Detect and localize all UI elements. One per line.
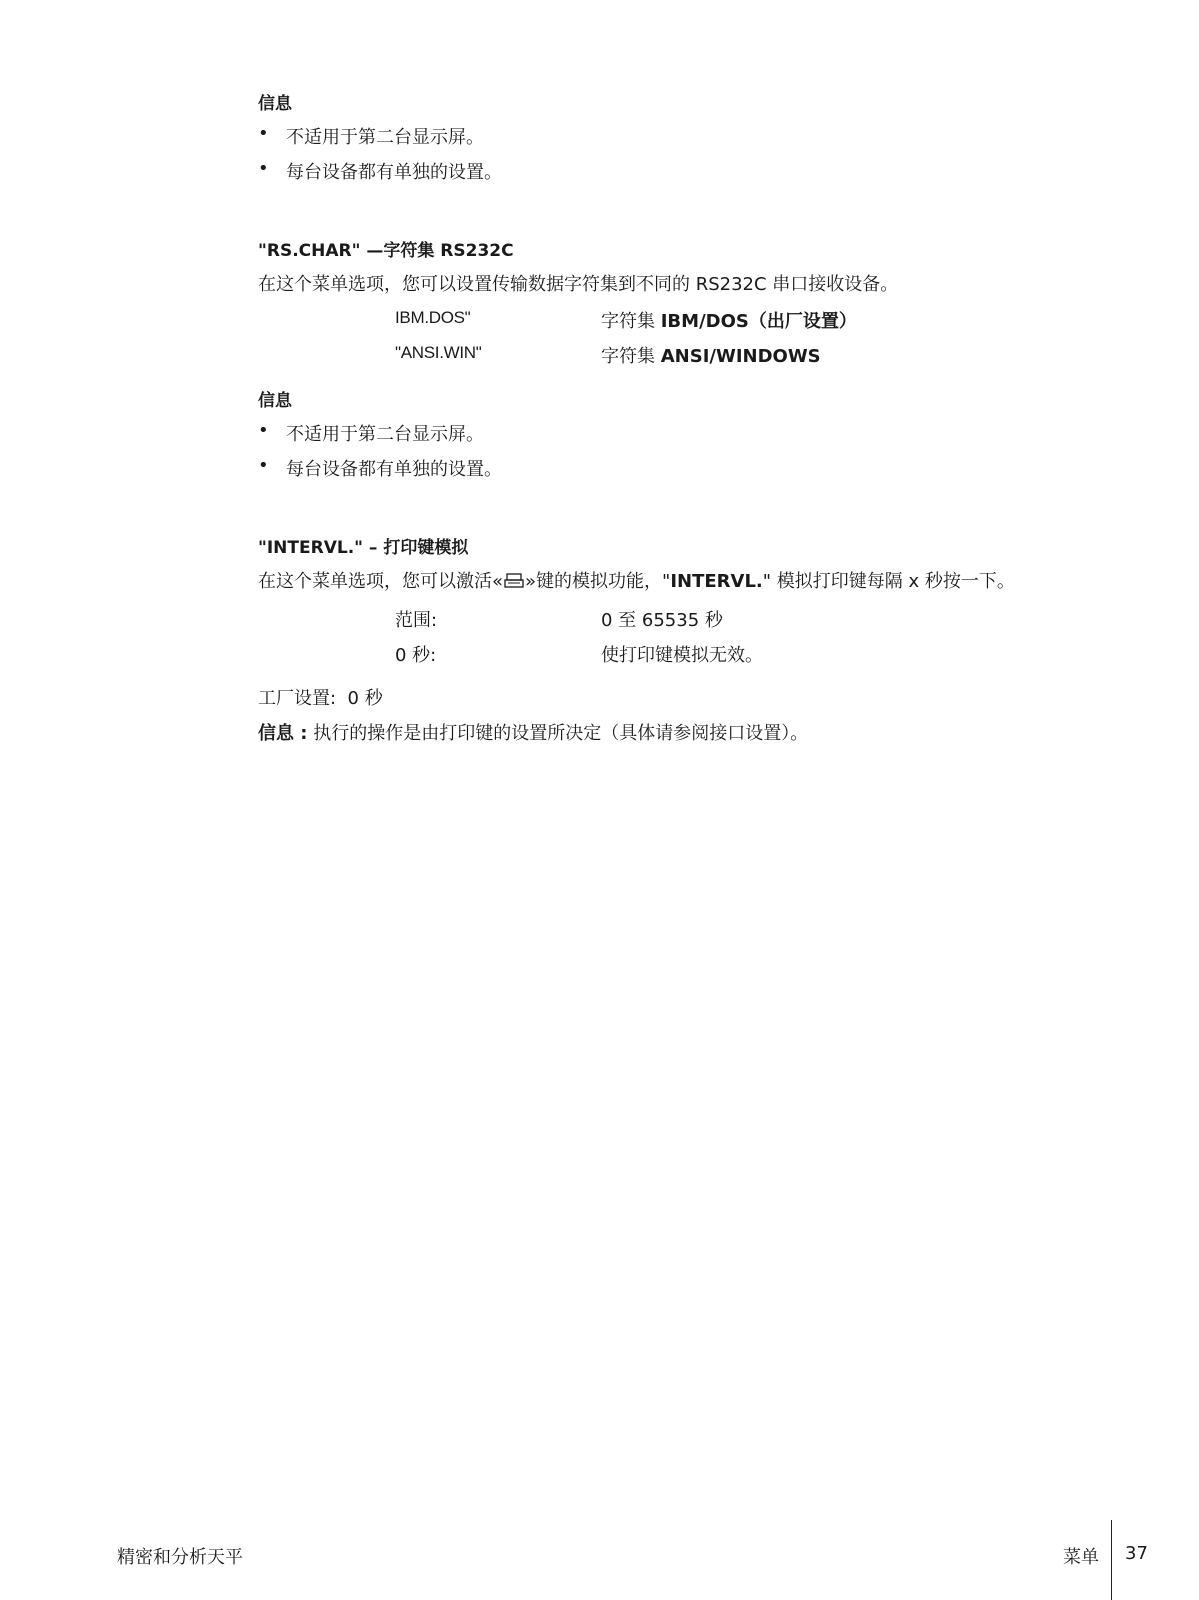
page-number: 37: [1125, 1543, 1148, 1564]
intervl-description: [258, 567, 1015, 593]
value-prefix: 字符集: [601, 346, 661, 367]
footer-left-title: 精密和分析天平: [117, 1547, 243, 1568]
info-bullet-1: 不适用于第二台显示屏。: [286, 424, 484, 445]
rs-char-option-key: IBM.DOS": [395, 308, 471, 327]
info-text: 执行的操作是由打印键的设置所决定（具体请参阅接口设置）。: [307, 723, 809, 744]
factory-setting: [258, 684, 383, 710]
intervl-option-value: 使打印键模拟无效。: [601, 645, 763, 666]
rs-char-option-value: [601, 307, 857, 333]
info-heading-2: 信息: [258, 391, 292, 411]
bullet-dot: •: [258, 158, 269, 179]
desc-bold: INTERVL.: [670, 571, 763, 592]
info-bullet-2: 每台设备都有单独的设置。: [286, 459, 502, 480]
bullet-dot: •: [258, 123, 269, 144]
rs-char-option-value: [601, 342, 821, 368]
intervl-option-value: 0 至 65535 秒: [601, 610, 723, 631]
info-bullet-2: 每台设备都有单独的设置。: [286, 162, 502, 183]
info-label: 信息 :: [258, 723, 308, 744]
printer-key-icon: [504, 573, 524, 589]
desc-part1: 在这个菜单选项，您可以激活«: [258, 571, 504, 592]
info-heading-1: 信息: [258, 94, 292, 114]
desc-part2: »键的模拟功能，": [525, 571, 671, 592]
bullet-dot: •: [258, 455, 269, 476]
footer-divider: [1111, 1520, 1112, 1600]
rs-char-description: 在这个菜单选项，您可以设置传输数据字符集到不同的 RS232C 串口接收设备。: [258, 274, 899, 295]
desc-part3: " 模拟打印键每隔 x 秒按一下。: [762, 571, 1015, 592]
factory-value: 0 秒: [347, 688, 383, 709]
factory-label: 工厂设置:: [258, 688, 337, 709]
footer-section-label: 菜单: [1063, 1547, 1099, 1568]
info-bullet-1: 不适用于第二台显示屏。: [286, 127, 484, 148]
value-prefix: 字符集: [601, 311, 661, 332]
intervl-option-key: 范围:: [395, 610, 438, 631]
intervl-info: [258, 719, 808, 745]
intervl-option-key: 0 秒:: [395, 645, 437, 666]
value-bold: ANSI/WINDOWS: [660, 346, 821, 367]
rs-char-title: "RS.CHAR" —字符集 RS232C: [258, 241, 514, 261]
intervl-title: "INTERVL." – 打印键模拟: [258, 538, 469, 558]
value-bold: IBM/DOS（出厂设置）: [660, 311, 857, 332]
rs-char-option-key: "ANSI.WIN": [395, 343, 482, 362]
bullet-dot: •: [258, 420, 269, 441]
